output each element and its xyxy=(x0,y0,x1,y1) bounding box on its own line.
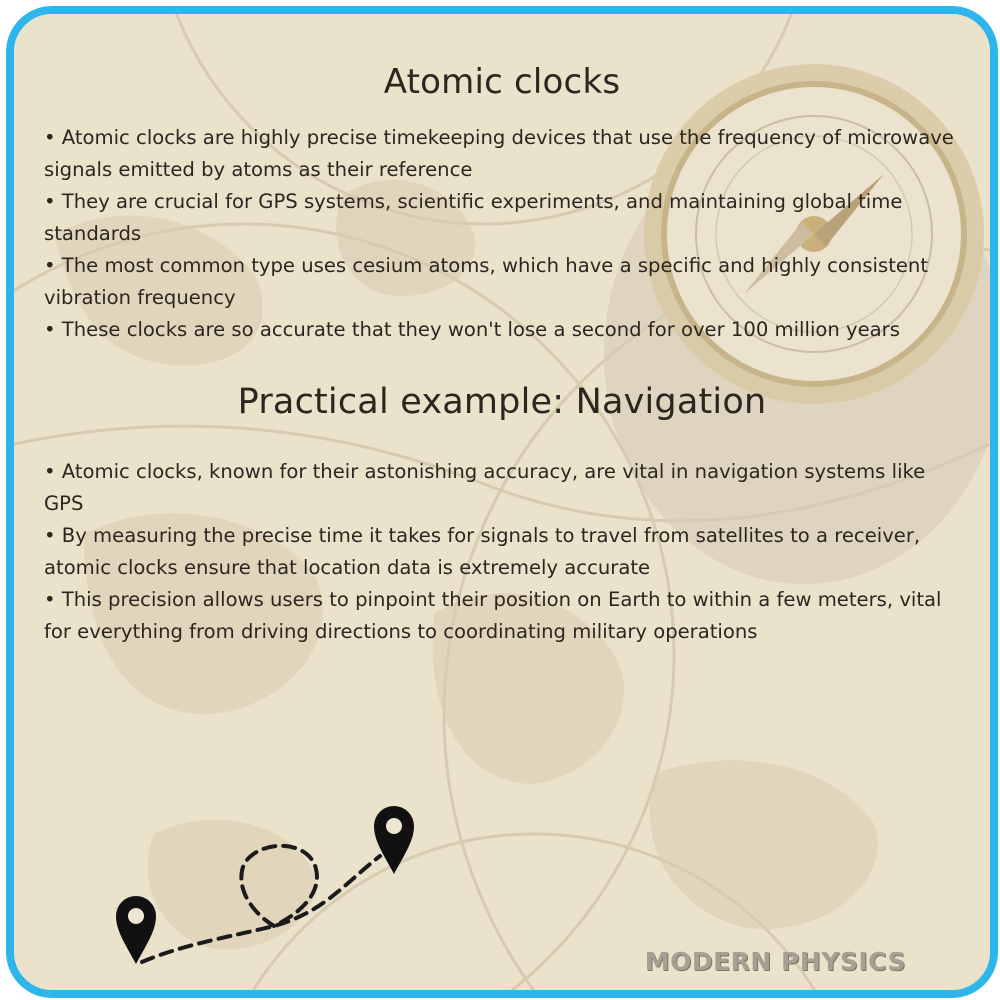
bullet-item: • The most common type uses cesium atoms, which have a specific and highly consistent vibration frequency xyxy=(44,254,929,309)
bullet-item: • Atomic clocks, known for their astonishing accuracy, are vital in navigation systems like GPS xyxy=(44,460,926,515)
map-pin-icon xyxy=(374,806,414,874)
map-pin-icon xyxy=(116,896,156,964)
section-title-atomic-clocks: Atomic clocks xyxy=(383,62,621,102)
bullet-item: • These clocks are so accurate that they won't lose a second for over 100 million years xyxy=(44,318,900,341)
bullet-item: • Atomic clocks are highly precise timekeeping devices that use the frequency of microwave signals emitted by atoms as their reference xyxy=(44,126,954,181)
brand-watermark: MODERN PHYSICS xyxy=(644,947,906,976)
dashed-route-icon xyxy=(142,846,380,962)
bullet-item: • By measuring the precise time it takes for signals to travel from satellites to a receiver, atomic clocks ensure that location data is extremely accurate xyxy=(44,524,921,579)
bullet-list-atomic-clocks xyxy=(44,122,964,346)
navigation-route-illustration xyxy=(94,794,454,984)
bullet-item: • This precision allows users to pinpoint their position on Earth to within a few meters, vital for everything from driving directions to coordinating military operations xyxy=(44,588,942,643)
infographic-card xyxy=(6,6,998,998)
section-title-navigation: Practical example: Navigation xyxy=(237,382,767,422)
bullet-item: • They are crucial for GPS systems, scientific experiments, and maintaining global time standards xyxy=(44,190,903,245)
content xyxy=(14,14,990,990)
bullet-list-navigation xyxy=(44,456,964,648)
